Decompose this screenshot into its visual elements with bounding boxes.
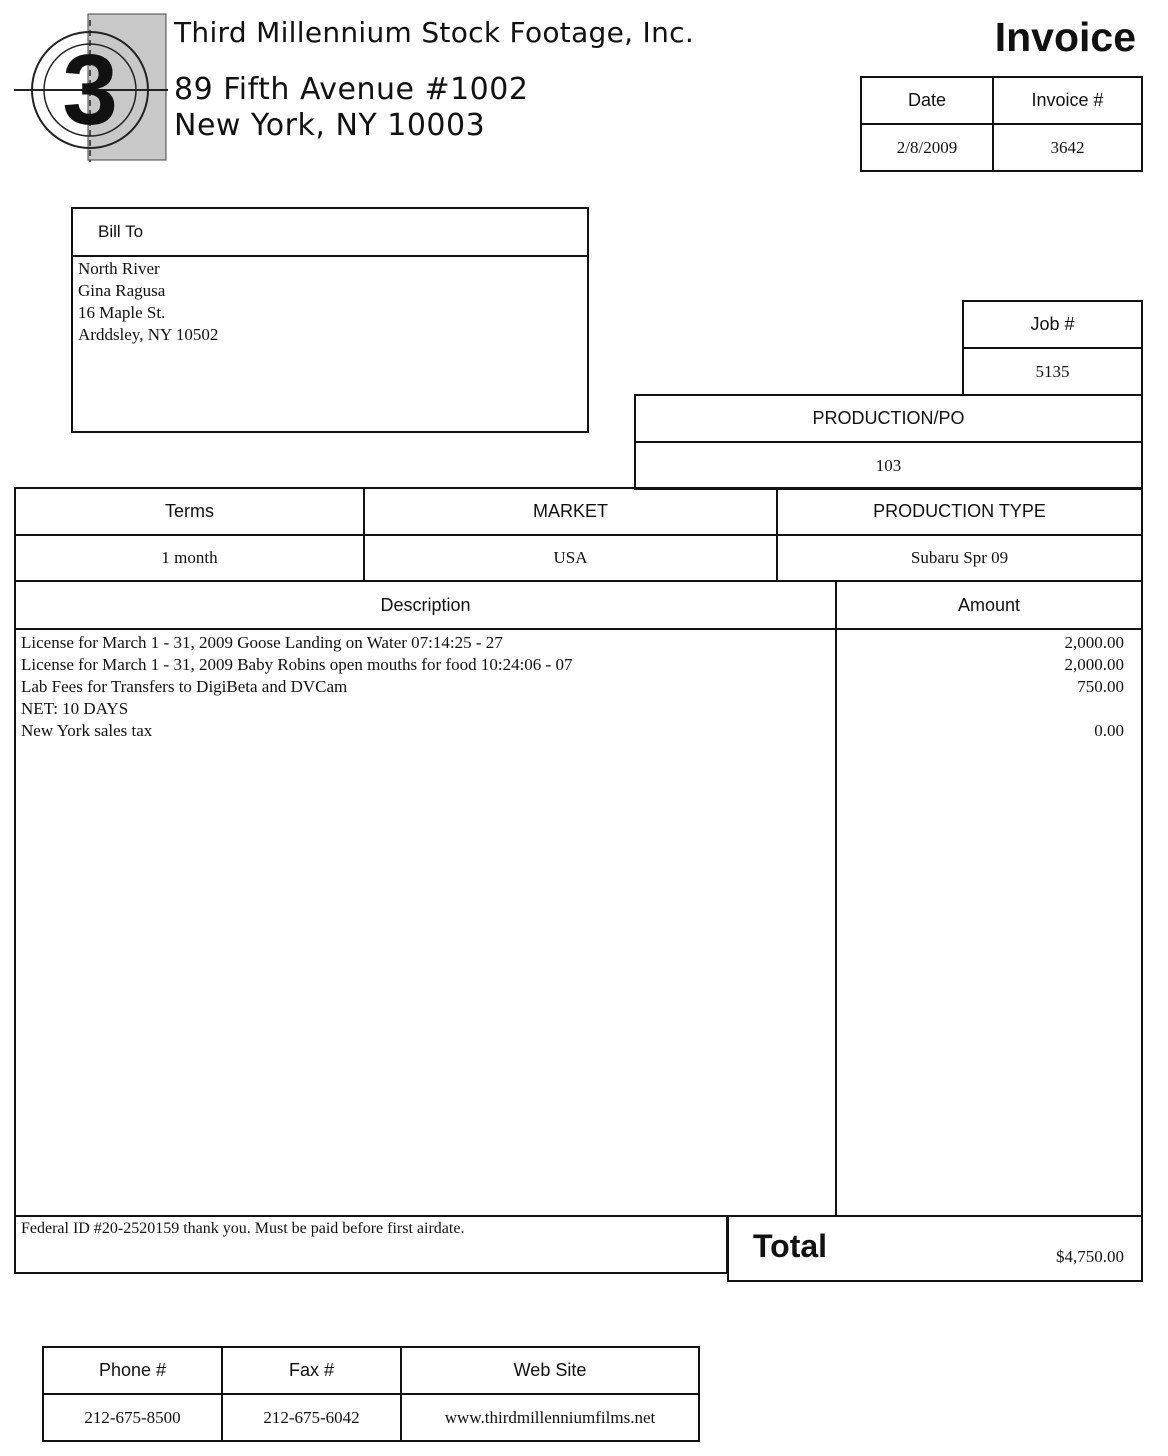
phone-number: 212-675-8500 <box>84 1407 181 1427</box>
line-item-description: License for March 1 - 31, 2009 Baby Robins open mouths for food 10:24:06 - 07 <box>21 655 573 674</box>
fax-number: 212-675-6042 <box>263 1407 360 1427</box>
website-label: Web Site <box>513 1360 587 1380</box>
line-items-table <box>14 580 1143 1217</box>
bill-to-label: Bill To <box>98 222 144 241</box>
address-line-1: 89 Fifth Avenue #1002 <box>174 72 529 107</box>
company-name: Third Millennium Stock Footage, Inc. <box>174 16 695 49</box>
line-item-amount: 2,000.00 <box>1064 655 1124 674</box>
description-header: Description <box>380 594 471 615</box>
market-label: MARKET <box>532 501 608 521</box>
production-po-value: 103 <box>875 455 902 475</box>
job-number-box <box>962 300 1143 396</box>
footer-note: Federal ID #20-2520159 thank you. Must be paid before first airdate. <box>21 1220 465 1237</box>
amount-header: Amount <box>957 594 1021 615</box>
fax-label: Fax # <box>288 1360 335 1380</box>
bill-to-line: North River <box>78 259 160 278</box>
job-number-label: Job # <box>1030 314 1075 334</box>
line-item-amount: 2,000.00 <box>1064 633 1124 652</box>
terms-value: 1 month <box>161 548 218 567</box>
production-po-label: PRODUCTION/PO <box>812 408 965 428</box>
terms-table <box>14 487 1143 582</box>
total-label: Total <box>753 1228 828 1264</box>
svg-text:3: 3 <box>62 34 118 146</box>
invoice-meta-table <box>860 76 1143 172</box>
bill-to-line: Arddsley, NY 10502 <box>78 325 219 344</box>
company-address <box>174 72 528 144</box>
line-item-description: License for March 1 - 31, 2009 Goose Landing on Water 07:14:25 - 27 <box>21 633 503 652</box>
line-item-amount: 0.00 <box>1094 721 1124 740</box>
phone-label: Phone # <box>98 1360 167 1380</box>
bill-to-line: Gina Ragusa <box>78 281 166 300</box>
invoice-number-label: Invoice # <box>1031 90 1104 110</box>
total-amount: $4,750.00 <box>1056 1247 1124 1266</box>
bill-to-address <box>78 258 218 346</box>
invoice-date: 2/8/2009 <box>896 137 958 157</box>
contact-table <box>42 1346 700 1442</box>
production-type-label: PRODUCTION TYPE <box>873 501 1046 521</box>
address-line-2: New York, NY 10003 <box>174 108 486 143</box>
market-value: USA <box>553 548 588 567</box>
line-item-description: Lab Fees for Transfers to DigiBeta and DVCam <box>21 677 348 696</box>
company-logo <box>14 12 168 162</box>
date-label: Date <box>907 90 947 110</box>
production-po-box <box>634 394 1143 490</box>
production-type-value: Subaru Spr 09 <box>910 548 1009 567</box>
line-item-description: NET: 10 DAYS <box>21 699 129 718</box>
website-url: www.thirdmillenniumfilms.net <box>444 1407 656 1427</box>
line-item-amount: 750.00 <box>1077 677 1124 696</box>
invoice-number: 3642 <box>1050 137 1085 157</box>
job-number: 5135 <box>1035 361 1070 381</box>
line-item-description: New York sales tax <box>21 721 153 740</box>
bill-to-line: 16 Maple St. <box>78 303 166 322</box>
invoice-title: Invoice <box>994 14 1136 60</box>
terms-label: Terms <box>165 501 214 521</box>
